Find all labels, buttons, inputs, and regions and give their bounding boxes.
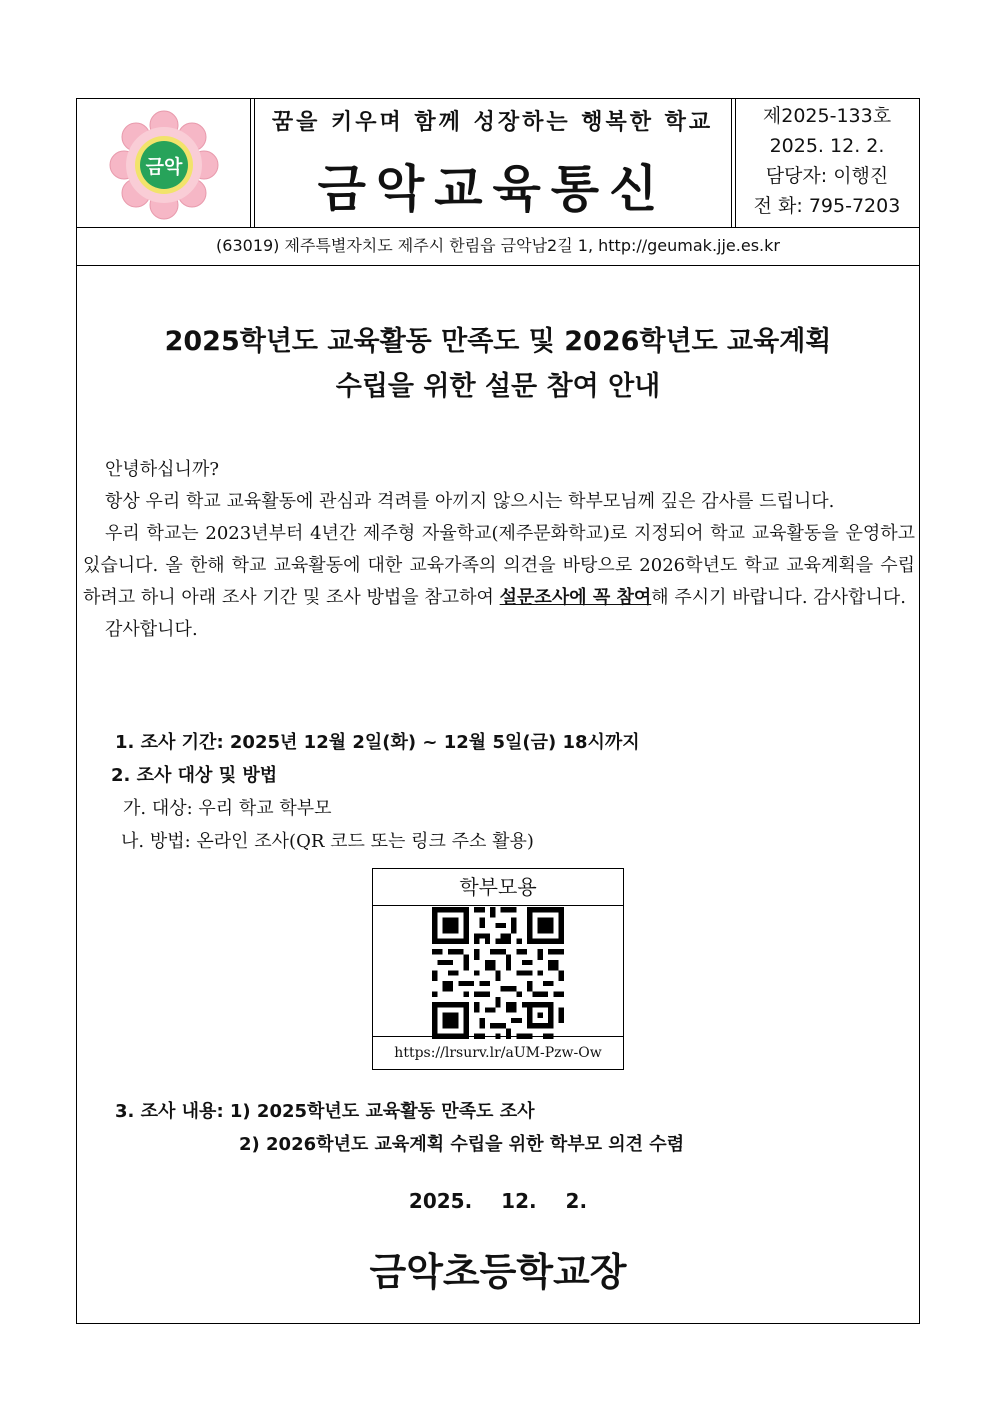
school-slogan: 꿈을 키우며 함께 성장하는 행복한 학교 <box>271 109 714 135</box>
document-title <box>77 319 919 409</box>
newsletter-frame <box>76 98 920 1324</box>
school-logo <box>77 99 250 227</box>
paragraph-2 <box>83 518 915 614</box>
issue-date: 2025. 12. 2. <box>769 135 885 157</box>
header-title-cell <box>254 99 731 227</box>
qr-code-icon[interactable] <box>432 907 564 1039</box>
qr-code-box <box>372 868 624 1070</box>
issue-info-cell <box>737 101 917 225</box>
greeting: 안녕하십니까? <box>105 459 219 480</box>
survey-target: 가. 대상: 우리 학교 학부모 <box>123 798 332 819</box>
paragraph-2-tail: 해 주시기 바랍니다. 감사합니다. <box>651 587 906 608</box>
title-line-1: 2025학년도 교육활동 만족도 및 2026학년도 교육계획 <box>164 326 832 357</box>
contact-person: 담당자: 이행진 <box>765 165 889 187</box>
issue-footer-date: 2025. 12. 2. <box>408 1189 588 1213</box>
issue-number: 제2025-133호 <box>762 105 892 127</box>
letter-body <box>83 454 915 646</box>
svg-text:금악: 금악 <box>145 156 183 178</box>
survey-content-1: 3. 조사 내용: 1) 2025학년도 교육활동 만족도 조사 <box>115 1101 535 1122</box>
school-seal-icon <box>77 99 250 227</box>
contact-phone: 전 화: 795-7203 <box>753 195 901 217</box>
survey-target-heading: 2. 조사 대상 및 방법 <box>111 765 278 786</box>
paragraph-2-text: 우리 학교는 2023년부터 4년간 제주형 자율학교(제주문화학교)로 지정되어 학교 교육활동을 운영하고 있습니다. 올 한해 학교 교육활동에 대한 교육가족의 의견을 바탕으로 2026학년도 학교 교육계획을 수립하려고 하니 아래 조사 기간 및 조사 방법을 참고하여 <box>83 523 915 608</box>
paragraph-2-emphasis: 설문조사에 꼭 참여 <box>499 587 652 608</box>
newsletter-name: 금악교육통신 <box>317 160 668 218</box>
survey-content-2: 2) 2026학년도 교육계획 수립을 위한 학부모 의견 수렴 <box>239 1134 685 1155</box>
survey-period: 1. 조사 기간: 2025년 12월 2일(화) ~ 12월 5일(금) 18시까지 <box>115 732 640 753</box>
survey-method: 나. 방법: 온라인 조사(QR 코드 또는 링크 주소 활용) <box>121 831 534 852</box>
survey-link[interactable]: https://lrsurv.lr/aUM-Pzw-Ow <box>373 1036 623 1069</box>
qr-label: 학부모용 <box>373 869 623 906</box>
closing: 감사합니다. <box>105 619 198 640</box>
title-line-2: 수립을 위한 설문 참여 안내 <box>335 371 661 402</box>
paragraph-1: 항상 우리 학교 교육활동에 관심과 격려를 아끼지 않으시는 학부모님께 깊은 감사를 드립니다. <box>105 491 835 512</box>
principal-signature: 금악초등학교장 <box>369 1250 627 1294</box>
header-table <box>77 99 919 228</box>
school-address: (63019) 제주특별자치도 제주시 한림읍 금악남2길 1, http://geumak.jje.es.kr <box>77 227 919 266</box>
